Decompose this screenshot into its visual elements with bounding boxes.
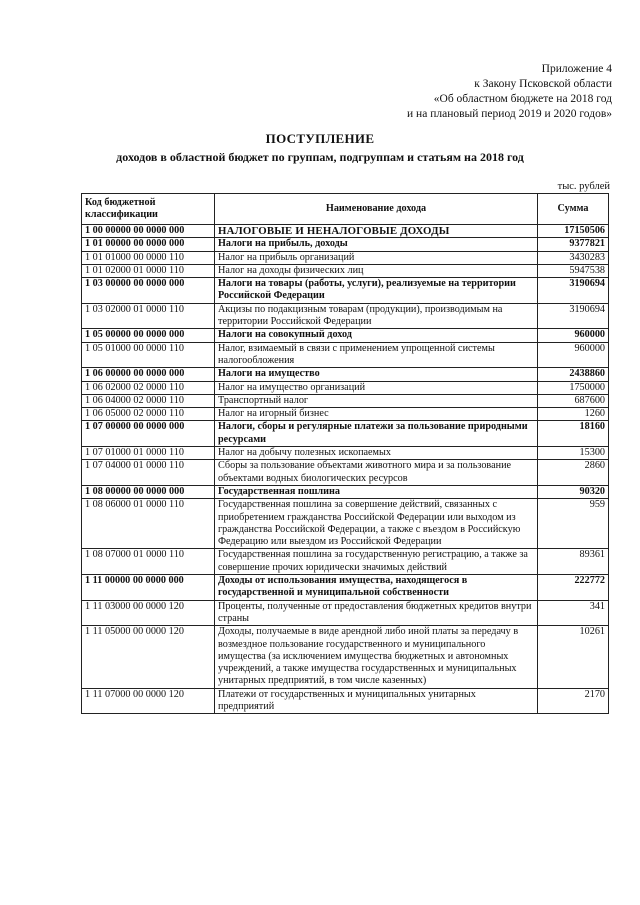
row-name: Проценты, полученные от предоставления бюджетных кредитов внутри страны xyxy=(215,600,538,626)
row-sum: 959 xyxy=(538,499,609,549)
table-row xyxy=(82,238,609,251)
row-name: Налог на прибыль организаций xyxy=(215,251,538,264)
appendix-line: и на плановый период 2019 и 2020 годов» xyxy=(407,108,612,120)
row-sum: 18160 xyxy=(538,421,609,447)
row-sum: 15300 xyxy=(538,447,609,460)
row-code: 1 06 05000 02 0000 110 xyxy=(82,408,215,421)
table-row xyxy=(82,225,609,238)
row-sum: 5947538 xyxy=(538,264,609,277)
row-sum: 3190694 xyxy=(538,303,609,329)
row-code: 1 07 01000 01 0000 110 xyxy=(82,447,215,460)
header-sum: Сумма xyxy=(538,194,609,225)
table-row xyxy=(82,368,609,381)
table-row xyxy=(82,264,609,277)
row-sum: 9377821 xyxy=(538,238,609,251)
row-name: Налоги, сборы и регулярные платежи за пользование природными ресурсами xyxy=(215,421,538,447)
row-code: 1 08 06000 01 0000 110 xyxy=(82,499,215,549)
row-name: Налоги на имущество xyxy=(215,368,538,381)
document-title: ПОСТУПЛЕНИЕ xyxy=(265,131,375,146)
revenue-table xyxy=(81,193,609,714)
row-code: 1 11 07000 00 0000 120 xyxy=(82,688,215,714)
row-name: Налоги на совокупный доход xyxy=(215,329,538,342)
row-name: Налог на добычу полезных ископаемых xyxy=(215,447,538,460)
table-row xyxy=(82,421,609,447)
table-row xyxy=(82,575,609,601)
row-name: Акцизы по подакцизным товарам (продукции), производимым на территории Российской Федерации xyxy=(215,303,538,329)
row-sum: 687600 xyxy=(538,394,609,407)
appendix-line: «Об областном бюджете на 2018 год xyxy=(433,93,612,105)
row-name: Транспортный налог xyxy=(215,394,538,407)
row-sum: 10261 xyxy=(538,626,609,688)
row-name: Платежи от государственных и муниципальных унитарных предприятий xyxy=(215,688,538,714)
document-subtitle: доходов в областной бюджет по группам, подгруппам и статьям на 2018 год xyxy=(116,150,524,164)
row-sum: 89361 xyxy=(538,549,609,575)
row-name: НАЛОГОВЫЕ И НЕНАЛОГОВЫЕ ДОХОДЫ xyxy=(215,225,538,238)
row-name: Налог на имущество организаций xyxy=(215,381,538,394)
row-code: 1 00 00000 00 0000 000 xyxy=(82,225,215,238)
header-code: Код бюджетной классификации xyxy=(82,194,215,225)
table-row xyxy=(82,549,609,575)
row-sum: 3430283 xyxy=(538,251,609,264)
units-label: тыс. рублей xyxy=(557,181,610,192)
row-name: Государственная пошлина за совершение действий, связанных с приобретением гражданства Российской Федерации или выходом из гражданства Российской Федерации, а также с въездом в Российскую Федерацию или выездом из Российской Федерации xyxy=(215,499,538,549)
table-row xyxy=(82,342,609,368)
table-header-row xyxy=(82,194,609,225)
table-row xyxy=(82,278,609,304)
row-sum: 2860 xyxy=(538,460,609,486)
row-code: 1 01 00000 00 0000 000 xyxy=(82,238,215,251)
row-code: 1 05 00000 00 0000 000 xyxy=(82,329,215,342)
row-code: 1 01 01000 00 0000 110 xyxy=(82,251,215,264)
table-row xyxy=(82,408,609,421)
row-sum: 960000 xyxy=(538,329,609,342)
row-code: 1 11 05000 00 0000 120 xyxy=(82,626,215,688)
row-name: Налог, взимаемый в связи с применением упрощенной системы налогообложения xyxy=(215,342,538,368)
appendix-note xyxy=(407,62,612,122)
row-code: 1 05 01000 00 0000 110 xyxy=(82,342,215,368)
row-sum: 960000 xyxy=(538,342,609,368)
row-sum: 341 xyxy=(538,600,609,626)
table-row xyxy=(82,626,609,688)
row-code: 1 08 07000 01 0000 110 xyxy=(82,549,215,575)
row-name: Государственная пошлина за государственную регистрацию, а также за совершение прочих юридически значимых действий xyxy=(215,549,538,575)
table-row xyxy=(82,329,609,342)
row-code: 1 11 00000 00 0000 000 xyxy=(82,575,215,601)
table-row xyxy=(82,251,609,264)
table-row xyxy=(82,460,609,486)
row-code: 1 06 02000 02 0000 110 xyxy=(82,381,215,394)
row-code: 1 06 00000 00 0000 000 xyxy=(82,368,215,381)
row-code: 1 01 02000 01 0000 110 xyxy=(82,264,215,277)
table-row xyxy=(82,499,609,549)
row-sum: 222772 xyxy=(538,575,609,601)
row-name: Налог на доходы физических лиц xyxy=(215,264,538,277)
table-row xyxy=(82,688,609,714)
header-name: Наименование дохода xyxy=(215,194,538,225)
row-name: Налоги на товары (работы, услуги), реализуемые на территории Российской Федерации xyxy=(215,278,538,304)
row-sum: 1260 xyxy=(538,408,609,421)
table-row xyxy=(82,447,609,460)
appendix-line: Приложение 4 xyxy=(541,63,612,75)
appendix-line: к Закону Псковской области xyxy=(474,78,612,90)
row-name: Сборы за пользование объектами животного мира и за пользование объектами водных биологических ресурсов xyxy=(215,460,538,486)
row-name: Налог на игорный бизнес xyxy=(215,408,538,421)
row-sum: 3190694 xyxy=(538,278,609,304)
table-row xyxy=(82,600,609,626)
table-row xyxy=(82,303,609,329)
table-row xyxy=(82,381,609,394)
row-sum: 2170 xyxy=(538,688,609,714)
row-code: 1 07 00000 00 0000 000 xyxy=(82,421,215,447)
table-row xyxy=(82,394,609,407)
row-name: Доходы от использования имущества, находящегося в государственной и муниципальной собственности xyxy=(215,575,538,601)
row-sum: 17150506 xyxy=(538,225,609,238)
row-sum: 90320 xyxy=(538,485,609,498)
row-code: 1 07 04000 01 0000 110 xyxy=(82,460,215,486)
row-code: 1 08 00000 00 0000 000 xyxy=(82,485,215,498)
row-name: Налоги на прибыль, доходы xyxy=(215,238,538,251)
row-name: Доходы, получаемые в виде арендной либо иной платы за передачу в возмездное пользование государственного и муниципального имущества (за исключением имущества бюджетных и автономных учреждений, а также имущества государственных и муниципальных унитарных предприятий, в том числе казенных) xyxy=(215,626,538,688)
row-sum: 1750000 xyxy=(538,381,609,394)
row-sum: 2438860 xyxy=(538,368,609,381)
row-code: 1 11 03000 00 0000 120 xyxy=(82,600,215,626)
row-name: Государственная пошлина xyxy=(215,485,538,498)
table-row xyxy=(82,485,609,498)
row-code: 1 03 02000 01 0000 110 xyxy=(82,303,215,329)
row-code: 1 03 00000 00 0000 000 xyxy=(82,278,215,304)
row-code: 1 06 04000 02 0000 110 xyxy=(82,394,215,407)
